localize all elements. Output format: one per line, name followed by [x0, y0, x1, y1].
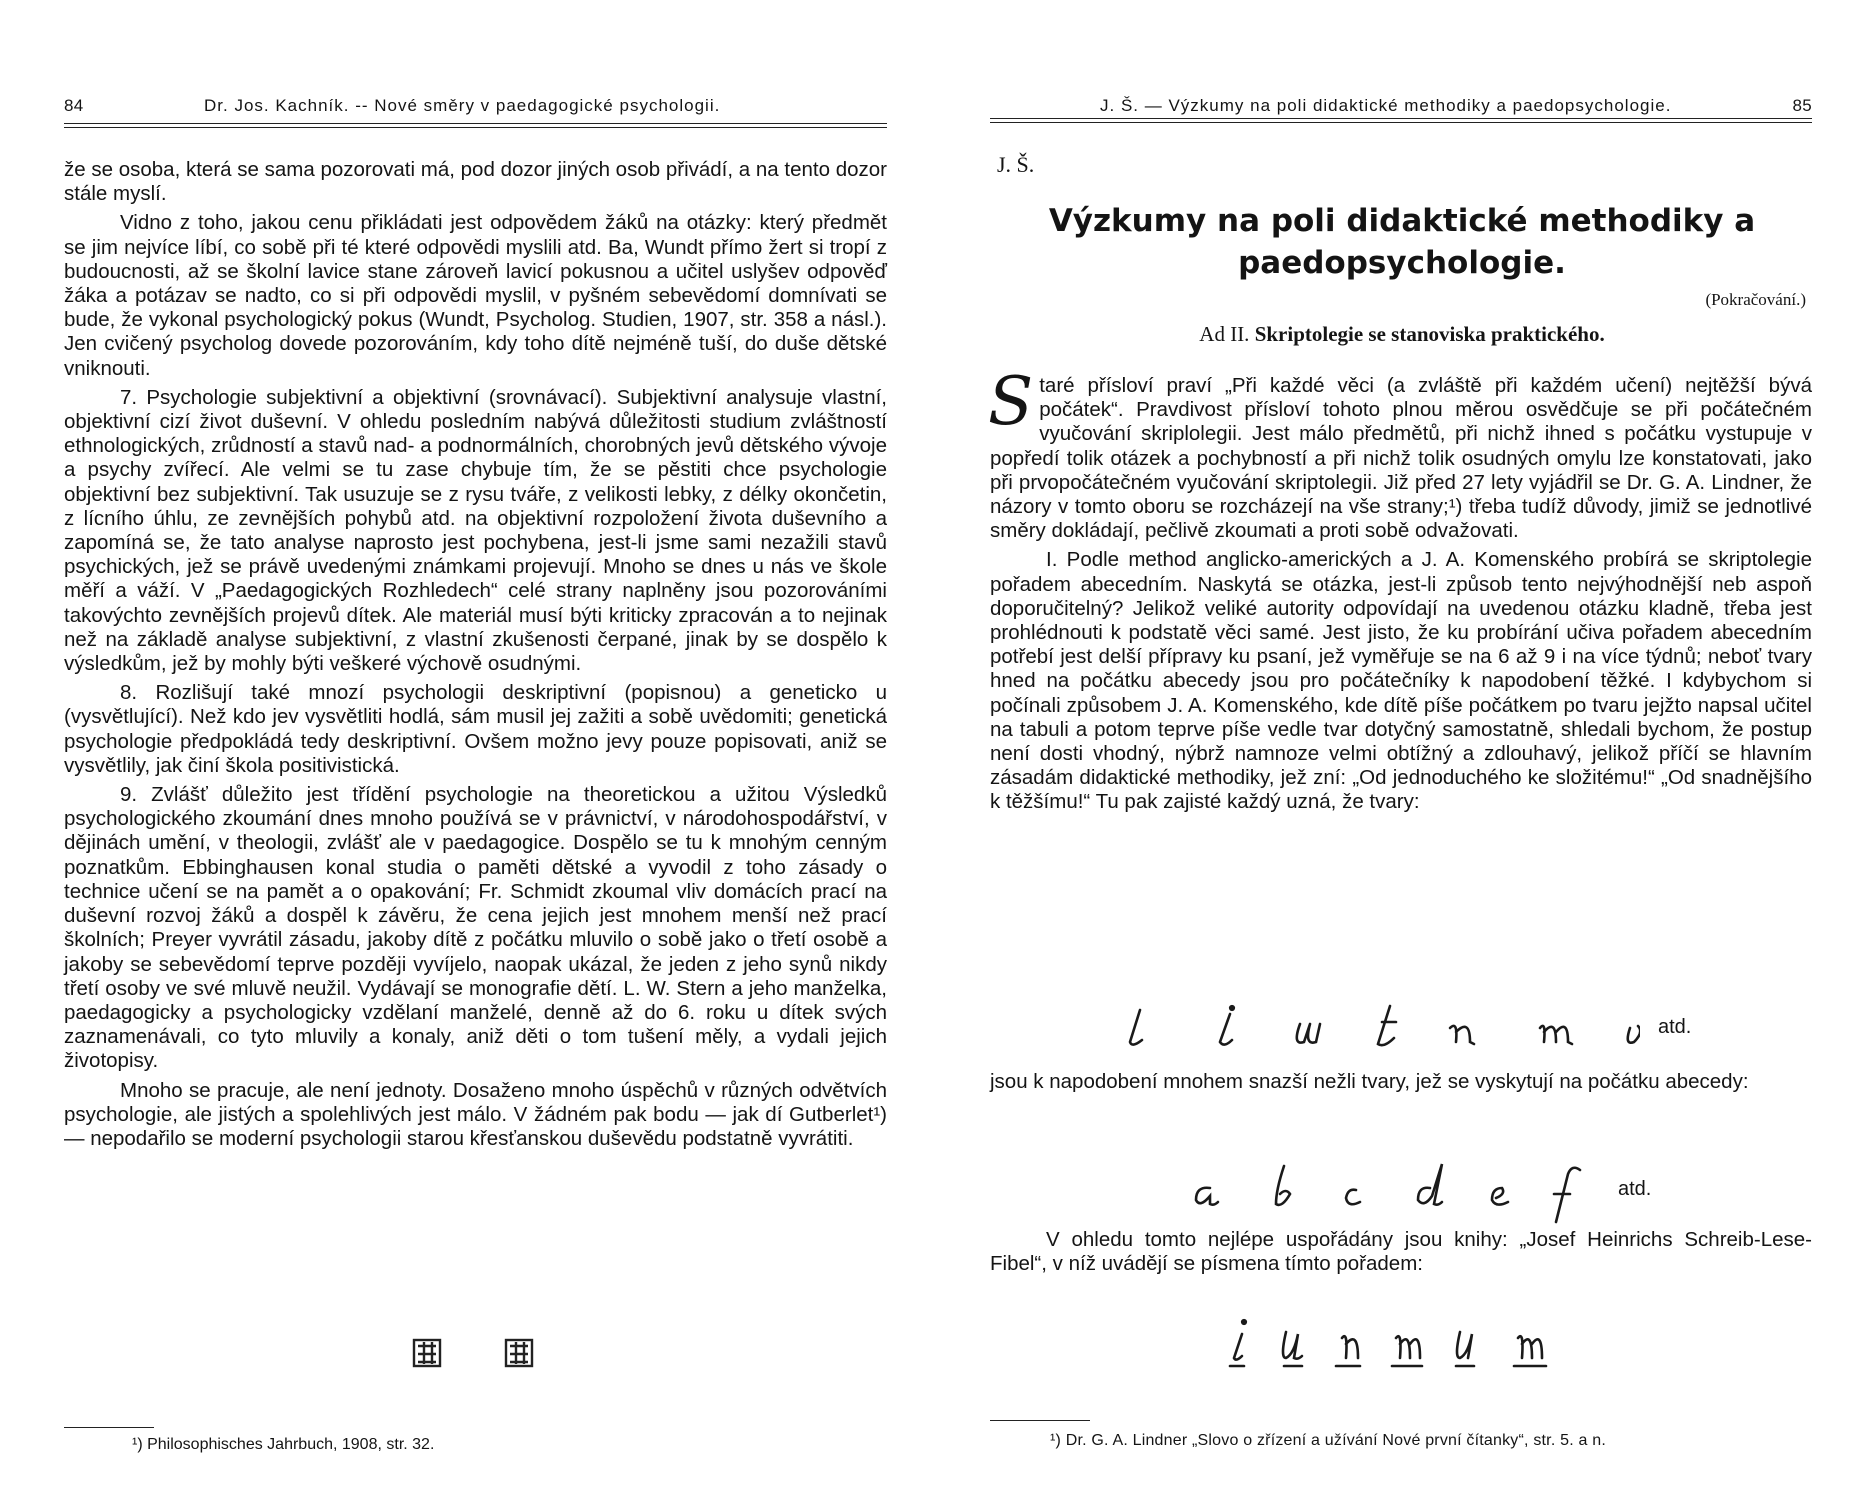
left-header-rule [64, 123, 887, 124]
script-row-2-label: atd. [1618, 1178, 1652, 1200]
right-running-title: J. Š. — Výzkumy na poli didaktické methodiky a paedopsychologie. [1100, 96, 1672, 115]
right-footnote: ¹) Dr. G. A. Lindner „Slovo o zřízení a užívání Nové první čítanky“, str. 5. a n. [1050, 1432, 1606, 1449]
right-paragraph: I. Podle method anglicko-amerických a J. A. Komenského probírá se skriptolegie pořadem abecedním. Naskytá se otázka, jest-li způsob tento nejvýhodnější neb aspoň doporučitelný? Jelikož veliké autority odpovídají na uvedenou otázku kladně, třeba jest prohlédnouti k podstatě věci samé. Jest jisto, že ku probírání učiva pořadem abecedním potřebí jest delší přípravy ku psaní, jež vyměřuje se na 6 až 9 i na více týdnů; neboť tvary hned na počátku abecedy jsou pro počátečníky k napodobení těžké. I kdybychom si počínali způsobem J. A. Komenského, kde dítě píše počátkem po tvaru jejžto napsal učitel na tabuli a potom teprve píše vedle tvar dotyčný samostatně, shledali bychom, že postup není dosti vhodný, nýbrž namnoze velmi obtížný a zdlouhavý, jelikož příčí se hlavním zásadám didaktické methodiky, jež zní: „Od jednoduchého ke složitému!“ „Od snadnějšího k těžšímu!“ Tu pak zajisté každý uzná, že tvary: [990, 548, 1812, 814]
left-footnote-rule [64, 1427, 154, 1428]
left-running-title: Dr. Jos. Kachník. -- Nové směry v paedagogické psychologii. [204, 96, 721, 115]
right-paragraph: V ohledu tomto nejlépe uspořádány jsou knihy: „Josef Heinrichs Schreib-Lese-Fibel“, v níž uvádějí se písmena tímto pořadem: [990, 1228, 1812, 1276]
script-letters-image [1228, 1318, 1598, 1374]
left-page-number: 84 [64, 96, 84, 115]
script-letters-row-2 [1180, 1160, 1610, 1220]
left-paragraph: Mnoho se pracuje, ale není jednoty. Dosaženo mnoho úspěchů v různých odvětvích psychologie, ale jistých a spolehlivých jest málo. V žádném pak bodu — jak dí Gutberlet¹) — nepodařilo se moderní psychologii starou křesťanskou duševědu podstatně vyvrátiti. [64, 1078, 887, 1150]
left-running-head [64, 96, 887, 122]
script-letters-image [1180, 1160, 1610, 1230]
left-paragraph: Vidno z toho, jakou cenu přikládati jest odpovědem žáků na otázky: který předmět se jim nejvíce líbí, co sobě při té které odpovědi myslili atd. Ba, Wundt přímo žert si tropí z budoucnosti, až se školní lavice stane zároveň lavicí pokusnou a učitel uslyšev odpověď žáka a potázav se nadto, co si při odpovědi myslil, v pyšném sebevědomí domnívati se bude, že vykonal psychologický pokus (Wundt, Psycholog. Studien, 1907, str. 358 a násl.). Jen cvičený psycholog dovede pozorováním, kdy toho dítě nejméně tuší, do duše dětské vniknouti. [64, 211, 887, 380]
ornament-icon [410, 1334, 550, 1374]
right-header-rule-2 [990, 122, 1812, 123]
left-paragraph: 8. Rozlišují také mnozí psychologii deskriptivní (popisnou) a geneticko u (vysvětlující). Než kdo jev vysvětliti hodlá, sám musil jej zažiti a sobě uvědomiti; genetická psychologie předpokládá tedy deskriptivní. Ovšem možno jevy pouze popisovati, aniž se vysvětlily, jak činí škola positivistická. [64, 681, 887, 777]
right-body-text-2 [990, 1070, 1812, 1094]
left-footnote: ¹) Philosophisches Jahrbuch, 1908, str. 32. [132, 1436, 435, 1453]
article-title: Výzkumy na poli didaktické methodiky a paedopsychologie. [1048, 203, 1756, 281]
script-row-1-label: atd. [1658, 1016, 1692, 1038]
left-paragraph: že se osoba, která se sama pozorovati má, pod dozor jiných osob přivádí, a na tento dozor stále myslí. [64, 158, 887, 206]
section-heading [990, 322, 1814, 347]
right-header-rule [990, 118, 1812, 119]
drop-cap: S [988, 363, 1034, 440]
left-header-rule-2 [64, 127, 887, 128]
section-title: Skriptolegie se stanoviska praktického. [1254, 322, 1605, 346]
script-letters-image [1120, 1002, 1640, 1062]
right-paragraph: jsou k napodobení mnohem snazší nežli tvary, jež se vyskytují na počátku abecedy: [990, 1070, 1749, 1093]
end-ornament [410, 1334, 550, 1374]
right-body-text [988, 363, 1812, 815]
left-paragraph: 7. Psychologie subjektivní a objektivní (srovnávací). Subjektivní analysuje vlastní, objektivní cizí život duševní. V ohledu posledním nabývá důležitosti studium zvláštností ethnologických, zrůdností a stavů nad- a podnormálních, chorobných jevů dětského vývoje a psychy zvířecí. Ale velmi se tu zase chybuje tím, že se pěstiti chce psychologie objektivní bez subjektivní. Tak usuzuje se z rysu tváře, z velikosti lebky, z délky okončetin, z lícního úhlu, ze zevnějších pohybů atd. na objektivní rozpoložení života duševního a zapomíná se, že tato analyse naprosto jest pochybena, jest-li jsme sami nezažili stavů psychických, jež se právě uvedenými známkami projevují. Mnoho se dnes u nás ve škole měří a váží. V „Paedagogických Rozhledech“ celé strany naplněny jsou pozorováními takovýchto zevnějších projevů dítek. Ale materiál musí býti kriticky zpracován a to nejinak než na základě analyse subjektivní, z vlastní zkušenosti čerpané, jinak by se dospělo k výsledkům, jež by mohly býti veškeré výchově osudnými. [64, 385, 887, 676]
script-letters-row-3 [1228, 1318, 1598, 1378]
section-prefix: Ad II. [1199, 322, 1250, 346]
article-author: J. Š. [997, 152, 1035, 177]
right-paragraph [988, 363, 1812, 543]
continued-note: (Pokračování.) [1705, 290, 1806, 309]
right-body-text-3 [990, 1228, 1812, 1276]
script-letters-row-1 [1120, 1002, 1640, 1062]
right-page-number: 85 [1792, 96, 1812, 115]
right-footnote-rule [990, 1420, 1090, 1421]
left-paragraph: 9. Zvlášť důležito jest třídění psychologie na theoretickou a užitou Výsledků psychologického zkoumání dnes mnoho používá se v právnictví, v národohospodářství, v dějinách umění, v theologii, zvlášť ale v paedagogice. Dospělo se tu k mnohým cenným poznatkům. Ebbinghausen konal studia o paměti dětské a vyvodil z toho zásady o technice učení se na pamět a o opakování; Fr. Schmidt zkoumal vliv domácích prací na duševní rozvoj žáků a dospěl k závěru, že cena jejich jest mnohem menší než prací školních; Preyer vyvrátil zásadu, jakoby dítě z počátku mluvilo o sobě jako o třetí osobě a jakoby se sebevědomí teprve později vyvíjelo, naopak ukázal, že jeden z jeho synů nikdy třetí osoby ve své mluvě neužil. Vydávají se monografie dětí. L. W. Stern a jeho manželka, paedagogicky a psychologicky vzdělaní manželé, denně až do 6. roku u dítek svých zaznamenávali, co tyto mluvily a konaly, aniž děti o tom tušení měly, a vydali jejich životopisy. [64, 783, 887, 1073]
left-body-text [64, 158, 887, 1151]
paragraph-text: taré přísloví praví „Při každé věci (a zvláště při každém učení) nejtěžší bývá počátek“. Pravdivost přísloví tohoto plnou měrou osvědčuje se při počátečném vyučování skriplolegii. Jest málo předmětů, při nichž ihned s počátku vystupuje v popředí tolik otázek a pochybností a při nichž tolik osudných omylu lze konstatovati, jako při prvopočátečném vyučování skriptolegii. Již před 27 lety vyjádřil se Dr. G. A. Lindner, že názory v tomto oboru se rozcházejí na vše strany;¹) třeba tudíž důvody, jimiž se jednotlivé směry dokládají, pečlivě zkoumati a proti sobě odvažovati. [990, 374, 1812, 543]
